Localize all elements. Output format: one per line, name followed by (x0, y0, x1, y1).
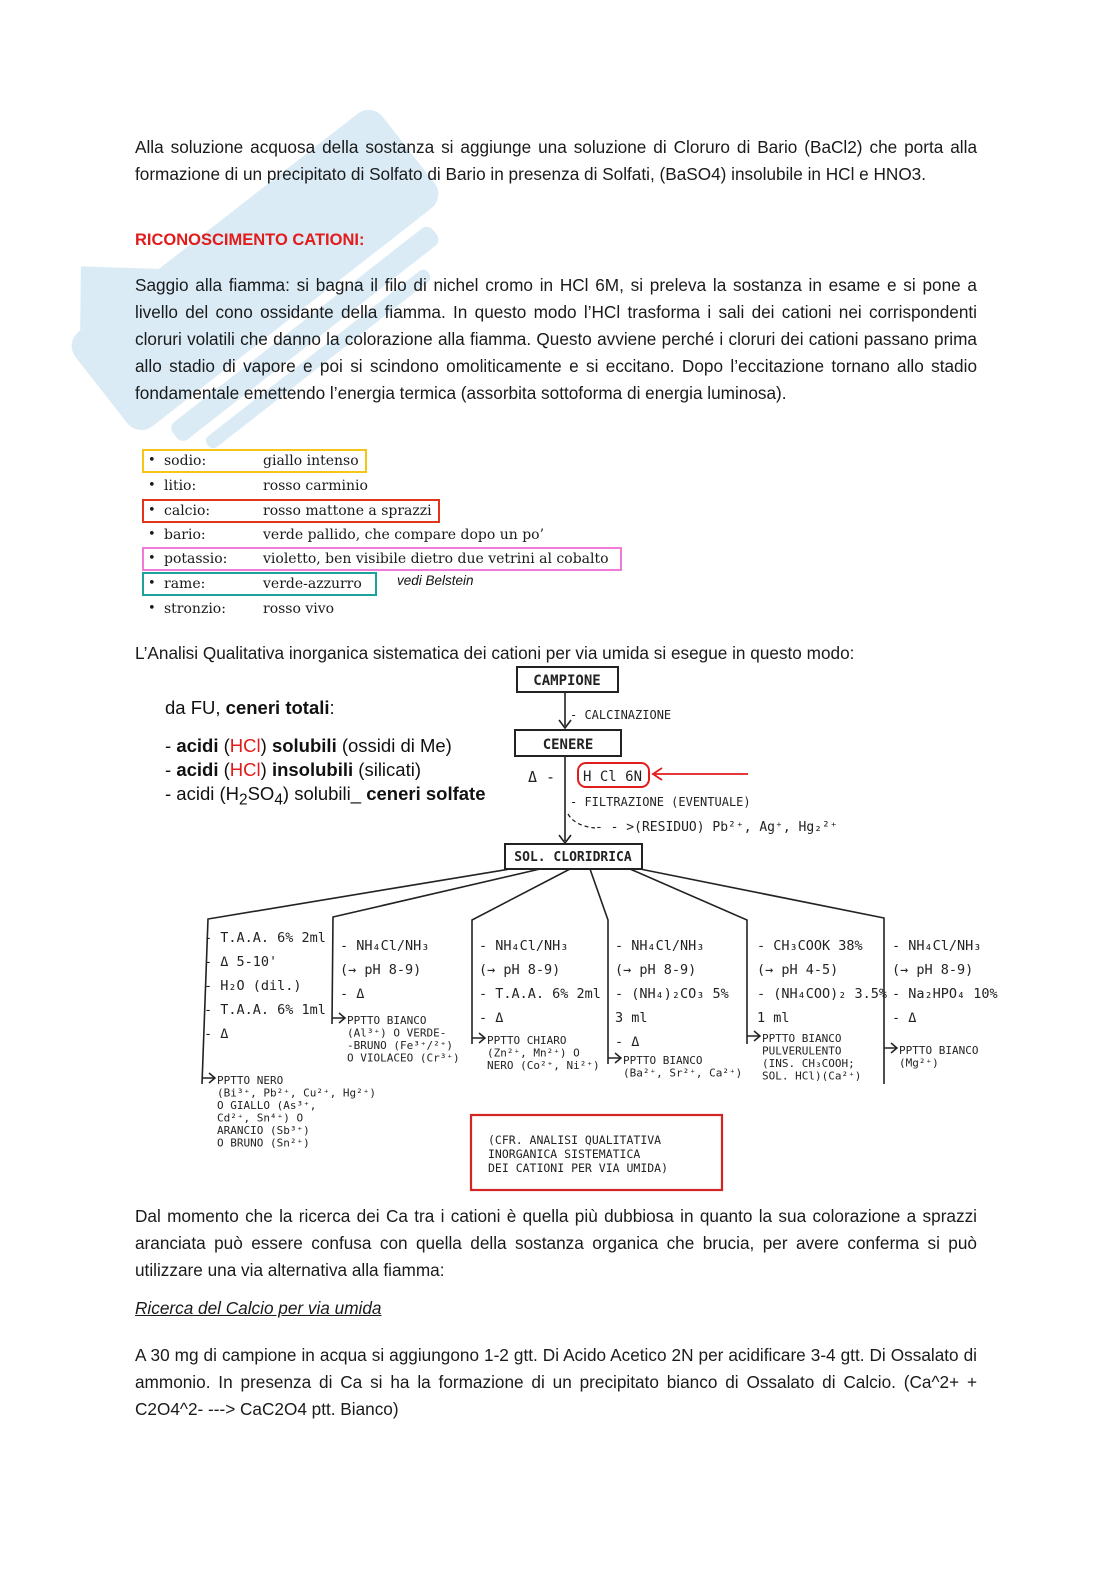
result-line: (Ba²⁺, Sr²⁺, Ca²⁺) (623, 1066, 743, 1080)
ceneri-item: - acidi $(H_2SO_4)$ solubili_ ceneri solfate (165, 783, 486, 809)
filtrazione-label: - FILTRAZIONE (EVENTUALE) (570, 795, 751, 809)
reference-line: (CFR. ANALISI QUALITATIVA (488, 1133, 662, 1147)
reagent-line: - Δ (204, 1026, 229, 1042)
result-line: O VIOLACEO (Cr³⁺) (347, 1051, 460, 1065)
calcinazione-label: - CALCINAZIONE (570, 708, 672, 722)
residuo-label: - - >(RESIDUO) Pb²⁺, Ag⁺, Hg₂²⁺ (595, 820, 838, 835)
watermark-logo (20, 60, 490, 480)
result-line: PPTTO NERO (217, 1074, 284, 1087)
reagent-line: (→ pH 8-9) (479, 962, 561, 978)
reagent-line: - NH₄Cl/NH₃ (892, 938, 982, 954)
paragraph-flame-test: Saggio alla fiamma: si bagna il filo di nichel cromo in HCl 6M, si preleva la sostanza in esame e si pone a livello del cono ossidante della fiamma. In questo modo l’HCl trasforma i sali dei cationi nei corrispondenti cloruri volatili che danno la colorazione alla fiamma. Questo avviene perché i cloruri dei cationi passano prima allo stadio di vapore e poi si scindono omoliticamente e si eccitano. Dopo l’eccitazione tornano allo stadio fondamentale emettendo l’energia termica (assorbita sottoforma di energia luminosa). (135, 275, 977, 403)
result-line: -BRUNO (Fe³⁺/²⁺) (347, 1039, 453, 1052)
reagent-line: - Δ (340, 986, 365, 1002)
reference-line: DEI CATIONI PER VIA UMIDA) (488, 1161, 669, 1175)
reagent-line: (→ pH 4-5) (757, 962, 839, 978)
result-line: (Zn²⁺, Mn²⁺) O (487, 1046, 580, 1060)
result-line: O BRUNO (Sn²⁺) (217, 1136, 310, 1150)
reagent-line: - NH₄Cl/NH₃ (479, 938, 569, 954)
ceneri-title: da FU, ceneri totali: (165, 697, 335, 718)
campione-label: CAMPIONE (533, 673, 601, 689)
cation-analysis-flowchart (150, 664, 1010, 1196)
reagent-line: - Δ (892, 1010, 917, 1026)
result-line: ARANCIO (Sb³⁺) (217, 1124, 310, 1137)
reagent-line: - Δ (479, 1010, 504, 1026)
result-line: PPTTO BIANCO (762, 1032, 842, 1045)
result-line: PPTTO BIANCO (899, 1044, 979, 1057)
reagent-line: 3 ml (615, 1010, 648, 1026)
reagent-line: - NH₄Cl/NH₃ (340, 938, 430, 954)
reagent-line: - Na₂HPO₄ 10% (892, 986, 998, 1002)
result-line: (Bi³⁺, Pb²⁺, Cu²⁺, Hg²⁺) (217, 1086, 376, 1100)
reagent-line: - CH₃COOK 38% (757, 938, 863, 954)
result-line: PPTTO BIANCO (623, 1054, 703, 1067)
sol-cloridrica-label: SOL. CLORIDRICA (514, 850, 632, 865)
document-page: Alla soluzione acquosa della sostanza si aggiunge una soluzione di Cloruro di Bario (BaCl2) che porta alla formazione di un precipitato di Solfato di Bario in presenza di Solfati, (BaSO4) insolubile in HCl e HNO3. RICONOSCIMENTO CATIONI: Saggio alla fiamma: si bagna il filo di nichel cromo in HCl 6M, si preleva la sostanza in esame e si pone a livello del cono ossidante della fiamma. In questo modo l’HCl trasforma i sali dei cationi nei corrispondenti cloruri volatili che danno la colorazione alla fiamma. Questo avviene perché i cloruri dei cationi passano prima allo stadio di vapore e poi si scindono omoliticamente e si eccitano. Dopo l’eccitazione tornano allo stadio fondamentale emettendo l’energia termica (assorbita sottoforma di energia luminosa). • sodio: giallo intenso • litio: rosso carminio • calcio: rosso mattone a sprazzi • bario: verde pallido, che compare dopo un po’ • potassio: violetto, ben visibile dietro due vetrini al cobalto • rame: verde-azzurro • stronzio: rosso vivo vedi Belstein L’Analisi Qualitativa inorganica sistematica dei cationi per via umida si esegue in questo modo: da FU, ceneri totali: - acidi (HCl) solubili (ossidi di Me) - acidi (HCl) insolubili (silicati) - acidi $(H_2SO_4)$ solubili_ ceneri solfate CAMPIONE - CALCINAZIONE CENERE Δ - H Cl 6N - FILTRAZIONE (EVENTUALE) - - >(RESIDUO) Pb²⁺, Ag⁺, Hg₂²⁺ SOL. CLORIDRICA - T.A.A. 6% 2ml - Δ 5-10' - H₂O (dil.) - T.A.A. 6% 1ml - Δ PPTTO NERO (Bi³⁺, Pb²⁺, Cu²⁺, Hg²⁺) O GIALLO (As³⁺, Cd²⁺, Sn⁴⁺) O ARANCIO (Sb³⁺) O BRUNO (Sn²⁺) - NH₄Cl/NH₃ (→ pH 8-9) - Δ PPTTO BIANCO (Al³⁺) O VERDE- -BRUNO (Fe³⁺/²⁺) O VIOLACEO (Cr³⁺) - NH₄Cl/NH₃ (→ pH 8-9) - T.A.A. 6% 2ml - Δ PPTTO CHIARO (Zn²⁺, Mn²⁺) O NERO (Co²⁺, Ni²⁺) - NH₄Cl/NH₃ (→ pH 8-9) - (NH₄)₂CO₃ 5% 3 ml - Δ PPTTO BIANCO (Ba²⁺, Sr²⁺, Ca²⁺) - CH₃COOK 38% (→ pH 4-5) - (NH₄COO)₂ 3.5% 1 ml PPTTO BIANCO PULVERULENTO (INS. CH₃COOH; SOL. HCl)(Ca²⁺) - NH₄Cl/NH₃ (→ pH 8-9) - Na₂HPO₄ 10% - Δ PPTTO BIANCO (Mg²⁺) (CFR. ANALISI QUALITATIVA INORGANICA SISTEMATICA DEI CATIONI PER VIA UMIDA) Dal momento che la ricerca dei Ca tra i cationi è quella più dubbiosa in quanto la sua colorazione a sprazzi aranciata può essere confusa con quella della sostanza organica che brucia, per avere conferma si può utilizzare una via alternativa alla fiamma: Ricerca del Calcio per via umida A 30 mg di campione in acqua si aggiungono 1-2 gtt. Di Acido Acetico 2N per acidificare 3-4 gtt. Di Ossalato di ammonio. In presenza di Ca si ha la formazione di un precipitato bianco di Ossalato di Calcio. (Ca^2+ + C2O4^2- ---> CaC2O4 ptt. Bianco) (0, 0, 1117, 1579)
result-line: NERO (Co²⁺, Ni²⁺) (487, 1059, 600, 1072)
result-line: Cd²⁺, Sn⁴⁺) O (217, 1111, 304, 1125)
result-line: PPTTO BIANCO (347, 1014, 427, 1027)
hcl6n-label: H Cl 6N (583, 769, 643, 785)
paragraph-analysis-intro: L’Analisi Qualitativa inorganica sistematica dei cationi per via umida si esegue in questo modo: (135, 643, 855, 663)
result-line: (INS. CH₃COOH; (762, 1057, 855, 1070)
reagent-line: - (NH₄COO)₂ 3.5% (757, 986, 888, 1002)
reagent-line: - Δ (615, 1034, 640, 1050)
reagent-line: (→ pH 8-9) (615, 962, 697, 978)
reagent-line: - T.A.A. 6% 2ml (204, 930, 326, 946)
paragraph-calcium-doubt: Dal momento che la ricerca dei Ca tra i cationi è quella più dubbiosa in quanto la sua colorazione a sprazzi aranciata può essere confusa con quella della sostanza organica che brucia, per avere conferma si può utilizzare una via alternativa alla fiamma: (135, 1206, 977, 1280)
result-line: O GIALLO (As³⁺, (217, 1099, 317, 1112)
reagent-line: 1 ml (757, 1010, 790, 1026)
ceneri-item: - acidi (HCl) solubili (ossidi di Me) (165, 735, 452, 756)
reagent-line: (→ pH 8-9) (892, 962, 974, 978)
reagent-line: - (NH₄)₂CO₃ 5% (615, 986, 729, 1002)
paragraph-bacl2: Alla soluzione acquosa della sostanza si aggiunge una soluzione di Cloruro di Bario (BaCl2) che porta alla formazione di un precipitato di Solfato di Bario in presenza di Solfati, (BaSO4) insolubile in HCl e HNO3. (135, 137, 977, 184)
reagent-groups (202, 930, 998, 1150)
reagent-line: - Δ 5-10' (204, 954, 278, 970)
delta-label: Δ - (528, 768, 556, 786)
subheading-calcium: Ricerca del Calcio per via umida (135, 1298, 382, 1318)
result-line: SOL. HCl)(Ca²⁺) (762, 1069, 862, 1083)
result-line: (Mg²⁺) (899, 1056, 939, 1070)
ceneri-item: - acidi (HCl) insolubili (silicati) (165, 759, 421, 780)
belstein-note: vedi Belstein (397, 573, 474, 588)
result-line: PULVERULENTO (762, 1044, 842, 1058)
reference-line: INORGANICA SISTEMATICA (488, 1147, 641, 1161)
result-line: PPTTO CHIARO (487, 1034, 567, 1047)
reagent-line: - T.A.A. 6% 2ml (479, 986, 601, 1002)
reagent-line: - H₂O (dil.) (204, 978, 302, 994)
result-line: (Al³⁺) O VERDE- (347, 1026, 447, 1040)
reagent-line: - NH₄Cl/NH₃ (615, 938, 705, 954)
reagent-line: - T.A.A. 6% 1ml (204, 1002, 326, 1018)
paragraph-calcium-method: A 30 mg di campione in acqua si aggiungono 1-2 gtt. Di Acido Acetico 2N per acidificare 3-4 gtt. Di Ossalato di ammonio. In presenza di Ca si ha la formazione di un precipitato bianco di Ossalato di Calcio. (Ca^2+ + C2O4^2- ---> CaC2O4 ptt. Bianco) (135, 1345, 977, 1419)
reagent-line: (→ pH 8-9) (340, 962, 422, 978)
heading-cations: RICONOSCIMENTO CATIONI: (135, 231, 365, 249)
cenere-label: CENERE (542, 737, 594, 753)
